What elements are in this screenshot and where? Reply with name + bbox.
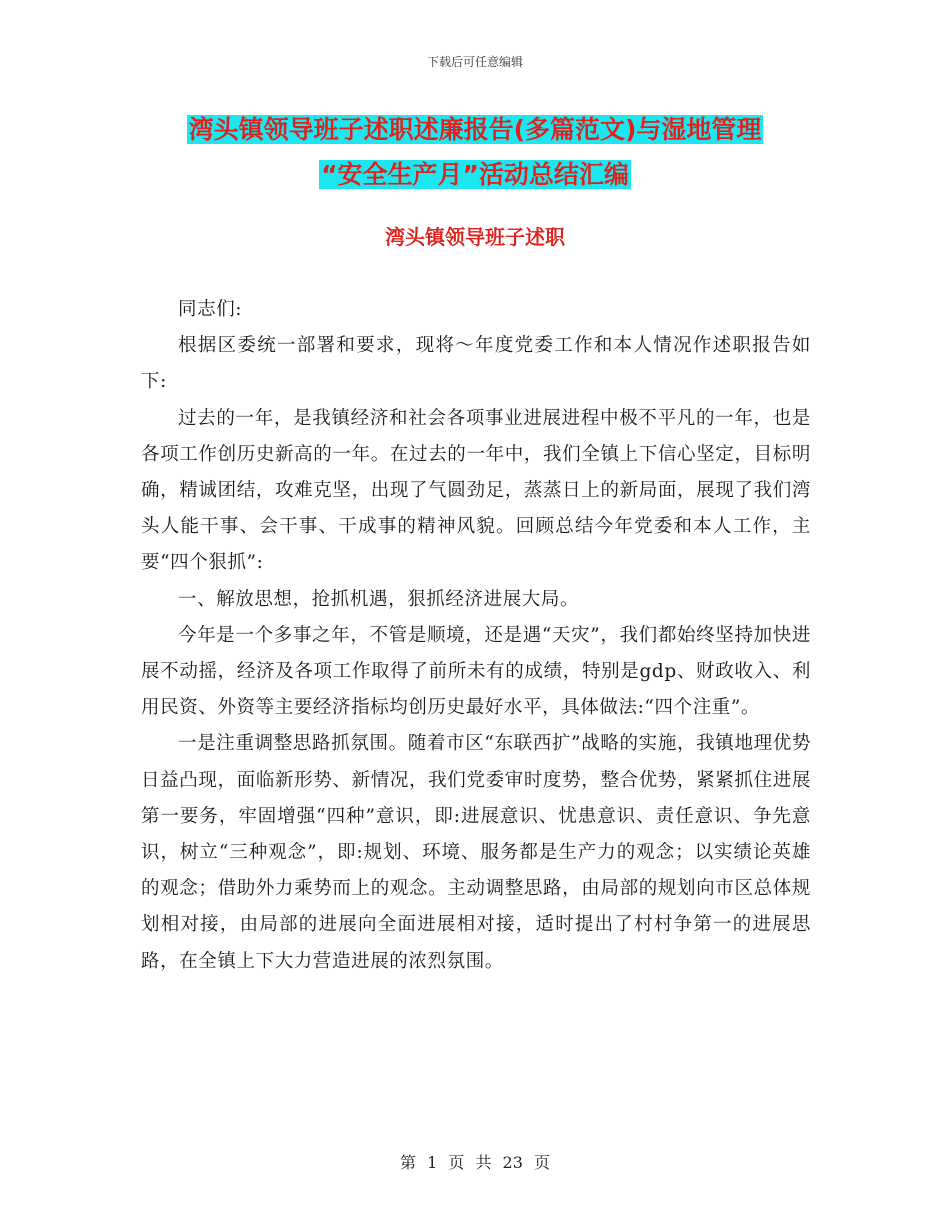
header-note: 下载后可任意编辑 <box>426 55 523 69</box>
paragraph-greeting: 同志们: <box>178 299 243 320</box>
body-text <box>141 292 811 980</box>
page-footer: 第 1 页 共 23 页 <box>400 1153 550 1172</box>
document-title-line-1 <box>0 112 950 148</box>
paragraph-point-one: 一、解放思想，抢抓机遇，狠抓经济进展大局。 <box>178 588 580 610</box>
document-title-line-2 <box>0 157 950 193</box>
paragraph-achievements: 今年是一个多事之年，不管是顺境，还是遇“天灾”，我们都始终坚持加快进展不动摇，经济及各项工作取得了前所未有的成绩，特别是gdp、财政收入、利用民资、外资等主要经济指标均创历史最好水平，具体做法:“四个注重”。 <box>141 624 811 719</box>
paragraph-review: 过去的一年，是我镇经济和社会各项事业进展进程中极不平凡的一年，也是各项工作创历史新高的一年。在过去的一年中，我们全镇上下信心坚定，目标明确，精诚团结，攻难克坚，出现了气圆劲足，蒸蒸日上的新局面，展现了我们湾头人能干事、会干事、干成事的精神风貌。回顾总结今年党委和本人工作，主要“四个狠抓”: <box>141 407 811 574</box>
section-heading: 湾头镇领导班子述职 <box>385 225 565 249</box>
paragraph-intro: 根据区委统一部署和要求，现将～年度党委工作和本人情况作述职报告如下: <box>141 335 811 393</box>
title-highlight-2: “安全生产月”活动总结汇编 <box>321 160 629 189</box>
paragraph-strategy: 一是注重调整思路抓氛围。随着市区“东联西扩”战略的实施，我镇地理优势日益凸现，面临新形势、新情况，我们党委审时度势，整合优势，紧紧抓住进展第一要务，牢固增强“四种”意识，即:进展意识、忧患意识、责任意识、争先意识，树立“三种观念”，即:规划、环境、服务都是生产力的观念；以实绩论英雄的观念；借助外力乘势而上的观念。主动调整思路，由局部的规划向市区总体规划相对接，由局部的进展向全面进展相对接，适时提出了村村争第一的进展思路，在全镇上下大力营造进展的浓烈氛围。 <box>141 733 811 972</box>
title-highlight-1: 湾头镇领导班子述职述廉报告(多篇范文)与湿地管理 <box>188 115 762 144</box>
